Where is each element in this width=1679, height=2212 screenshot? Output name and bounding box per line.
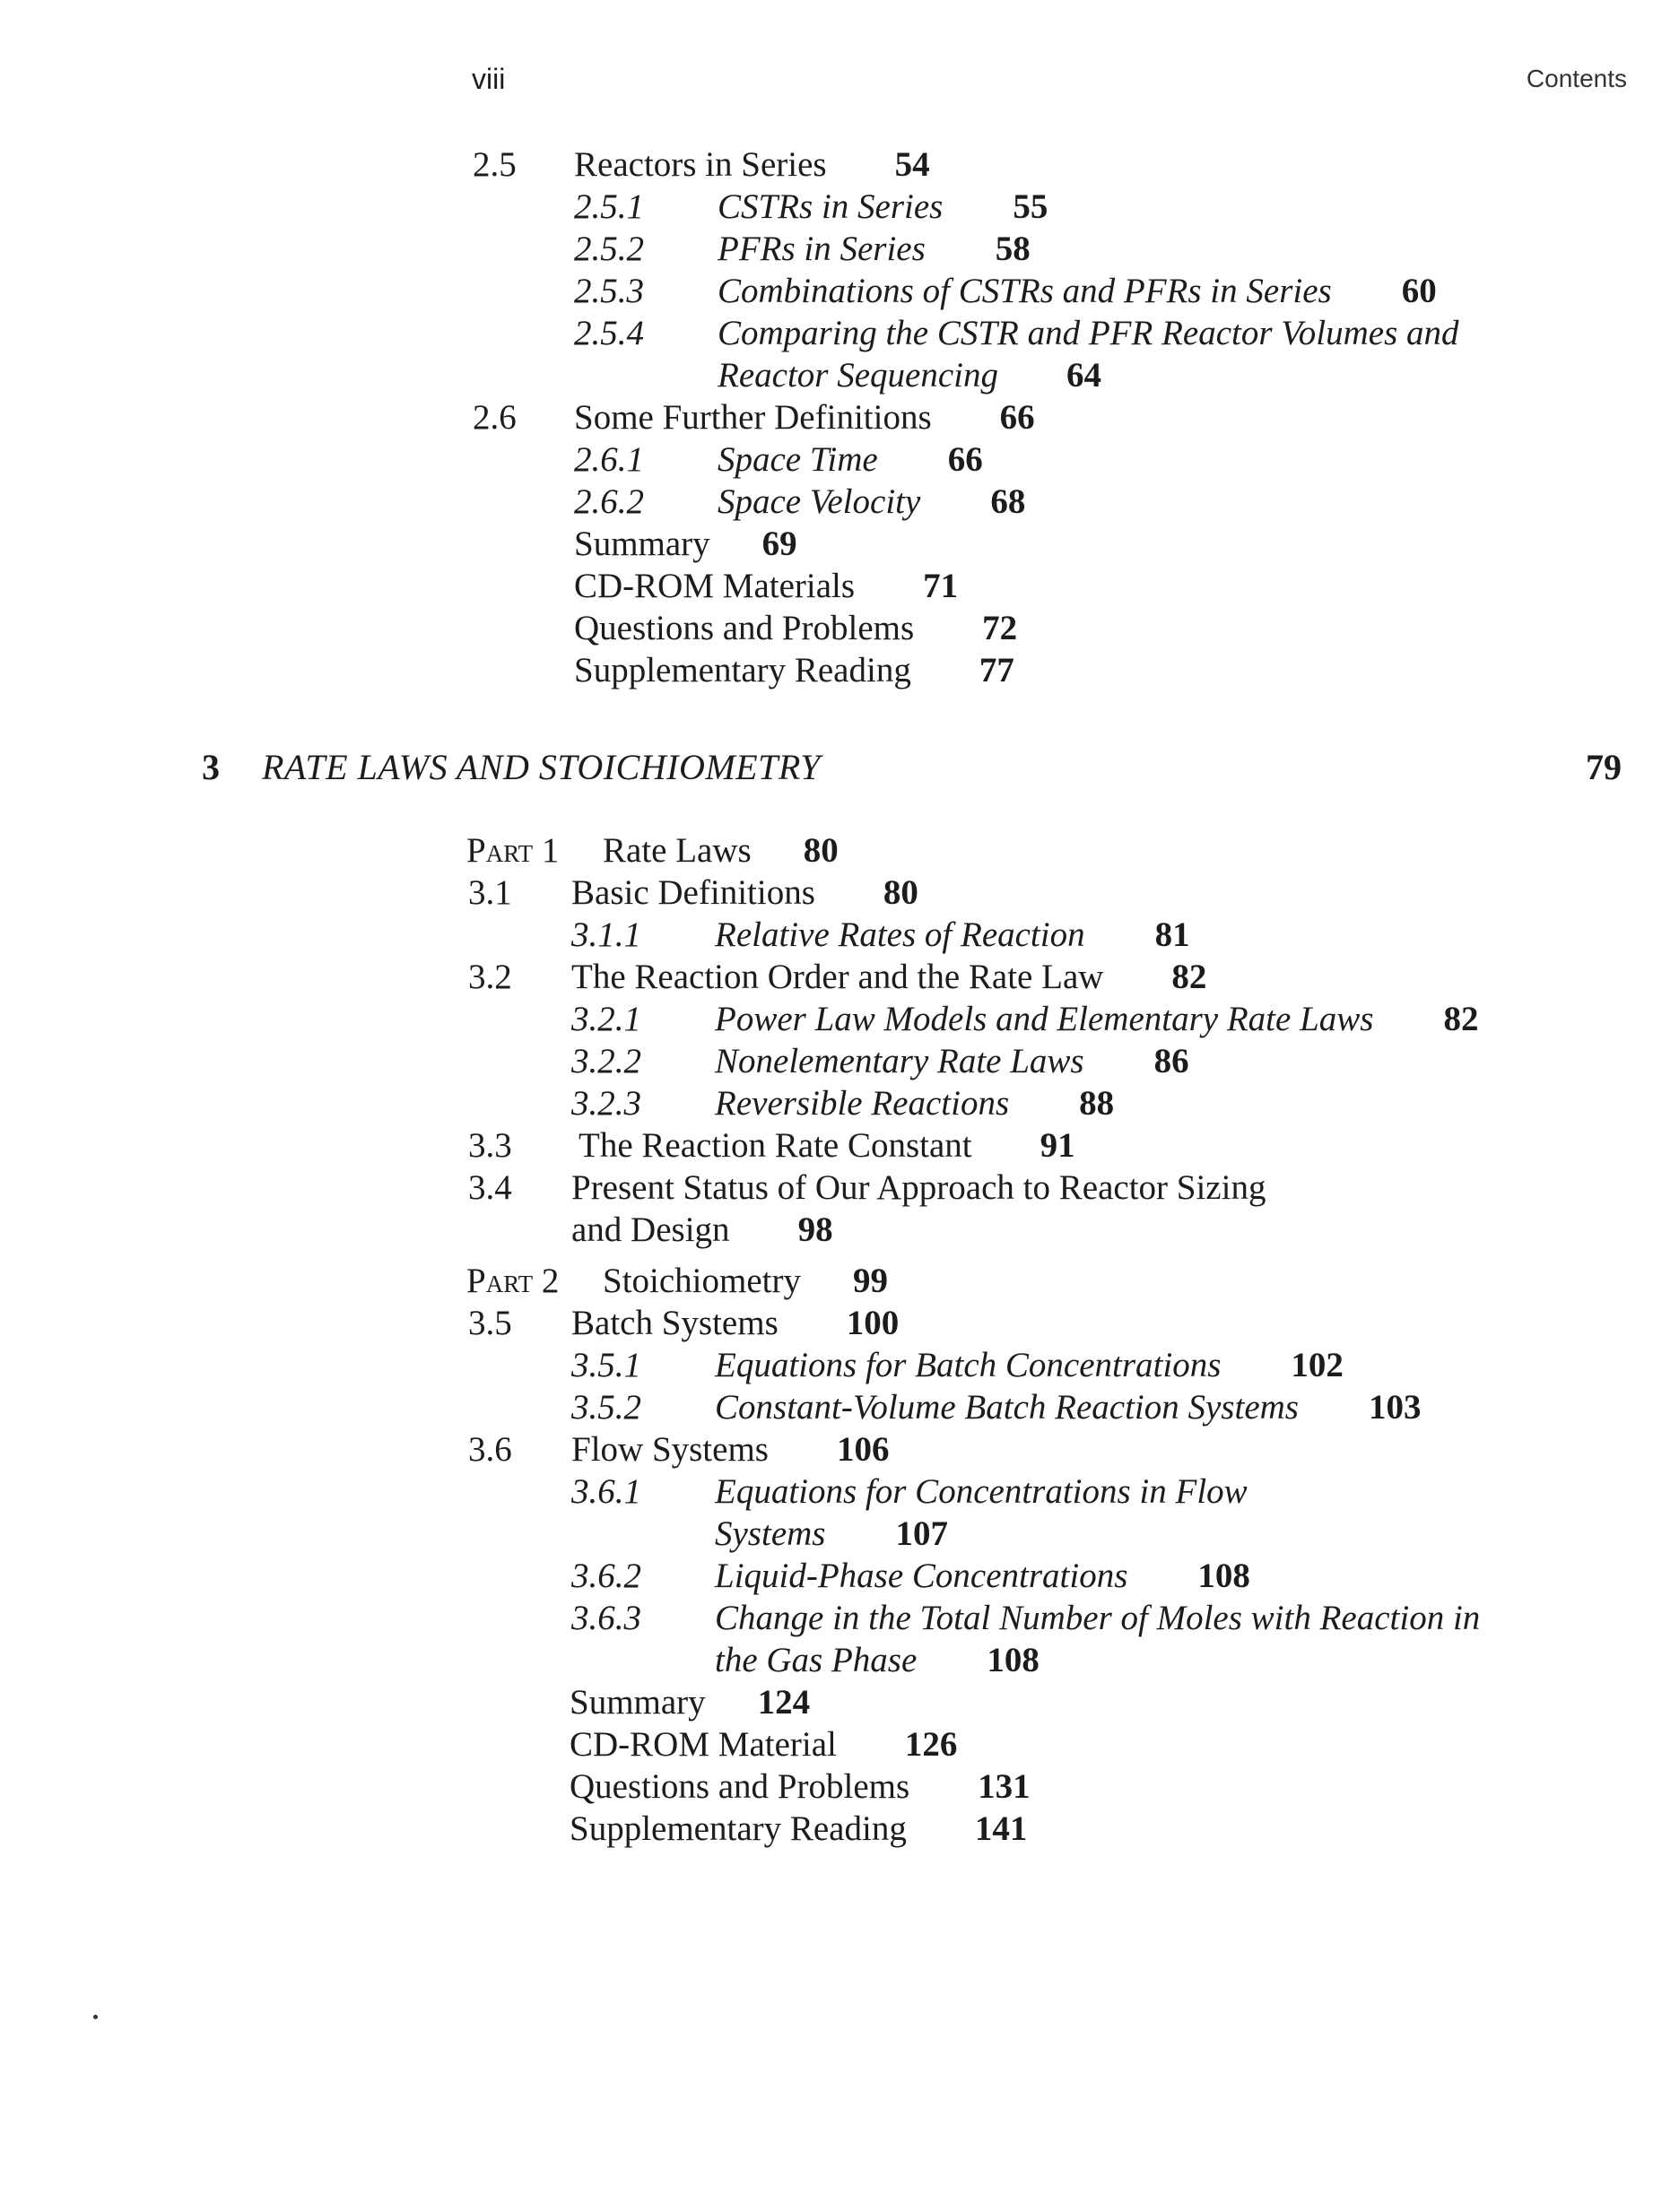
toc-entry-2-6-1[interactable] <box>574 438 644 481</box>
entry-page: 100 <box>846 1304 900 1342</box>
toc-entry-2-5-4-cont[interactable] <box>718 354 1101 396</box>
toc-entry-2-5-2-title[interactable] <box>718 228 1031 270</box>
section-number: 3.5.2 <box>571 1388 641 1427</box>
toc-part-2-title[interactable] <box>603 1260 888 1302</box>
entry-title: Summary <box>574 525 710 563</box>
entry-page: 106 <box>836 1430 890 1469</box>
entry-page: 108 <box>987 1641 1040 1679</box>
toc-entry-2-5-2[interactable] <box>574 228 644 270</box>
toc-entry-3-1[interactable] <box>468 872 512 914</box>
section-number: 3.5 <box>468 1304 512 1342</box>
part-label: Part 2 <box>466 1262 560 1300</box>
entry-title: Supplementary Reading <box>574 651 911 690</box>
entry-title: Combinations of CSTRs and PFRs in Series <box>718 272 1332 310</box>
section-number: 3.6 <box>468 1430 512 1469</box>
entry-page: 55 <box>1013 187 1048 226</box>
section-number: 3.2.2 <box>571 1042 641 1080</box>
section-number: 2.6.2 <box>574 482 644 521</box>
toc-entry-3-1-title[interactable] <box>571 872 918 914</box>
section-number: 3.2 <box>468 958 512 996</box>
entry-page: 64 <box>1066 356 1101 395</box>
toc-entry-3-3[interactable] <box>468 1124 512 1167</box>
toc-entry-2-6-1-title[interactable] <box>718 438 983 481</box>
toc-entry-summary-ch3[interactable] <box>570 1681 810 1723</box>
entry-page: 58 <box>995 230 1031 268</box>
entry-page: 141 <box>974 1809 1028 1848</box>
toc-part-1-title[interactable] <box>603 829 839 872</box>
entry-title: Present Status of Our Approach to Reactor Sizing <box>571 1168 1266 1207</box>
section-number: 3.2.3 <box>571 1084 641 1123</box>
toc-entry-2-5-4[interactable] <box>574 312 644 354</box>
section-number: 2.5 <box>473 145 517 184</box>
toc-entry-reading-ch3[interactable] <box>570 1808 1027 1850</box>
entry-title: CSTRs in Series <box>718 187 944 226</box>
part-label: Part 1 <box>466 831 560 870</box>
toc-entry-3-4-cont[interactable] <box>571 1209 833 1251</box>
entry-title: Reversible Reactions <box>715 1084 1010 1123</box>
toc-entry-questions-ch2[interactable] <box>574 607 1017 649</box>
entry-title: Liquid-Phase Concentrations <box>715 1557 1128 1595</box>
toc-entry-3-6-2[interactable] <box>571 1555 641 1597</box>
entry-title: Reactors in Series <box>574 145 827 184</box>
toc-entry-3-6[interactable] <box>468 1428 512 1470</box>
toc-entry-3-6-1[interactable] <box>571 1470 641 1513</box>
entry-page: 126 <box>904 1725 958 1764</box>
toc-entry-3-3-title[interactable] <box>579 1124 1075 1167</box>
section-number: 2.5.2 <box>574 230 644 268</box>
entry-page: 60 <box>1401 272 1437 310</box>
toc-part-1[interactable] <box>466 829 559 872</box>
toc-entry-reading-ch2[interactable] <box>574 649 1014 691</box>
entry-page: 99 <box>852 1262 888 1300</box>
toc-entry-2-5-4-title[interactable] <box>718 312 1459 354</box>
entry-title: Some Further Definitions <box>574 398 932 437</box>
entry-title: Comparing the CSTR and PFR Reactor Volumes and <box>718 314 1459 352</box>
entry-title: Change in the Total Number of Moles with Reaction in <box>715 1599 1481 1637</box>
section-number: 3.3 <box>468 1126 512 1165</box>
section-number: 2.5.1 <box>574 187 644 226</box>
entry-title: Space Time <box>718 440 878 479</box>
toc-entry-3-6-3[interactable] <box>571 1597 641 1639</box>
entry-page: 82 <box>1171 958 1207 996</box>
page-number: viii <box>472 63 506 95</box>
entry-title: Relative Rates of Reaction <box>715 915 1085 954</box>
entry-title: Rate Laws <box>603 831 752 870</box>
entry-page: 88 <box>1079 1084 1115 1123</box>
entry-title: Constant-Volume Batch Reaction Systems <box>715 1388 1299 1427</box>
entry-title: Summary <box>570 1683 706 1722</box>
toc-entry-3-6-3-title[interactable] <box>715 1597 1480 1639</box>
toc-entry-cdrom-ch3[interactable] <box>570 1723 957 1765</box>
entry-title: Questions and Problems <box>570 1767 910 1806</box>
entry-title: and Design <box>571 1210 730 1249</box>
section-number: 2.5.3 <box>574 272 644 310</box>
entry-title: the Gas Phase <box>715 1641 918 1679</box>
entry-title: Reactor Sequencing <box>718 356 998 395</box>
toc-part-2[interactable] <box>466 1260 559 1302</box>
entry-title: The Reaction Order and the Rate Law <box>571 958 1104 996</box>
section-number: 2.6 <box>473 398 517 437</box>
entry-page: 71 <box>923 567 959 605</box>
toc-entry-2-5-3[interactable] <box>574 270 644 312</box>
section-number: 3.5.1 <box>571 1346 641 1384</box>
toc-entry-questions-ch3[interactable] <box>570 1765 1031 1808</box>
entry-page: 69 <box>761 525 797 563</box>
running-header: Contents <box>1526 65 1627 92</box>
toc-entry-3-6-3-cont[interactable] <box>715 1639 1040 1681</box>
entry-page: 80 <box>803 831 839 870</box>
toc-entry-2-5-1-title[interactable] <box>718 186 1048 228</box>
toc-entry-2-6[interactable] <box>473 396 517 438</box>
toc-entry-3-5[interactable] <box>468 1302 512 1344</box>
entry-page: 103 <box>1368 1388 1422 1427</box>
toc-entry-2-6-2[interactable] <box>574 481 644 523</box>
section-number: 3.1 <box>468 873 512 912</box>
toc-entry-3-2-2[interactable] <box>571 1040 641 1082</box>
toc-entry-2-5[interactable] <box>473 143 517 186</box>
section-number: 3.4 <box>468 1168 512 1207</box>
toc-entry-3-4-title[interactable] <box>571 1167 1266 1209</box>
entry-page: 108 <box>1197 1557 1250 1595</box>
toc-entry-summary-ch2[interactable] <box>574 523 797 565</box>
section-number: 3.6.2 <box>571 1557 641 1595</box>
entry-title: PFRs in Series <box>718 230 926 268</box>
toc-entry-3-2-1[interactable] <box>571 998 641 1040</box>
entry-page: 72 <box>982 609 1018 647</box>
entry-title: Batch Systems <box>571 1304 779 1342</box>
entry-title: CD-ROM Materials <box>574 567 856 605</box>
toc-entry-3-6-2-title[interactable] <box>715 1555 1250 1597</box>
entry-page: 77 <box>979 651 1014 690</box>
chapter-number: 3 <box>202 747 220 787</box>
entry-page: 124 <box>757 1683 811 1722</box>
entry-page: 66 <box>947 440 983 479</box>
entry-page: 80 <box>883 873 918 912</box>
entry-page: 131 <box>978 1767 1031 1806</box>
entry-title: Supplementary Reading <box>570 1809 907 1848</box>
entry-page: 91 <box>1040 1126 1075 1165</box>
toc-entry-3-1-1-title[interactable] <box>715 914 1190 956</box>
section-number: 2.5.4 <box>574 314 644 352</box>
toc-entry-3-6-1-cont[interactable] <box>715 1513 948 1555</box>
entry-page: 107 <box>895 1514 948 1553</box>
entry-page: 82 <box>1443 1000 1479 1038</box>
scan-speck <box>93 2015 98 2019</box>
toc-entry-3-5-2[interactable] <box>571 1386 641 1428</box>
section-number: 3.6.3 <box>571 1599 641 1637</box>
toc-entry-3-2-1-title[interactable] <box>715 998 1478 1040</box>
entry-title: Equations for Batch Concentrations <box>715 1346 1222 1384</box>
entry-title: Equations for Concentrations in Flow <box>715 1472 1248 1511</box>
toc-entry-cdrom-ch2[interactable] <box>574 565 958 607</box>
entry-page: 66 <box>999 398 1035 437</box>
toc-entry-3-2[interactable] <box>468 956 512 998</box>
entry-title: CD-ROM Material <box>570 1725 837 1764</box>
entry-page: 86 <box>1153 1042 1189 1080</box>
section-number: 3.2.1 <box>571 1000 641 1038</box>
entry-page: 68 <box>990 482 1026 521</box>
section-number: 3.1.1 <box>571 915 641 954</box>
entry-page: 102 <box>1291 1346 1344 1384</box>
toc-entry-3-5-1[interactable] <box>571 1344 641 1386</box>
toc-entry-3-4[interactable] <box>468 1167 512 1209</box>
toc-entry-2-5-3-title[interactable] <box>718 270 1437 312</box>
entry-title: Space Velocity <box>718 482 921 521</box>
toc-entry-3-5-2-title[interactable] <box>715 1386 1421 1428</box>
entry-title: The Reaction Rate Constant <box>579 1126 972 1165</box>
toc-entry-3-2-3[interactable] <box>571 1082 641 1124</box>
chapter-title[interactable]: RATE LAWS AND STOICHIOMETRY <box>262 747 821 787</box>
toc-entry-3-2-2-title[interactable] <box>715 1040 1189 1082</box>
entry-title: Questions and Problems <box>574 609 915 647</box>
entry-title: Flow Systems <box>571 1430 769 1469</box>
entry-page: 54 <box>894 145 930 184</box>
toc-entry-3-5-1-title[interactable] <box>715 1344 1344 1386</box>
toc-entry-3-6-1-title[interactable] <box>715 1470 1248 1513</box>
entry-title: Power Law Models and Elementary Rate Laws <box>715 1000 1374 1038</box>
toc-entry-3-6-title[interactable] <box>571 1428 889 1470</box>
entry-title: Systems <box>715 1514 826 1553</box>
toc-entry-2-5-title[interactable] <box>574 143 930 186</box>
entry-title: Nonelementary Rate Laws <box>715 1042 1084 1080</box>
entry-page: 81 <box>1154 915 1190 954</box>
entry-title: Basic Definitions <box>571 873 815 912</box>
chapter-page: 79 <box>1586 747 1622 787</box>
toc-entry-2-5-1[interactable] <box>574 186 644 228</box>
toc-entry-3-1-1[interactable] <box>571 914 641 956</box>
toc-entry-3-5-title[interactable] <box>571 1302 899 1344</box>
entry-page: 98 <box>797 1210 833 1249</box>
toc-entry-2-6-2-title[interactable] <box>718 481 1025 523</box>
toc-entry-3-2-title[interactable] <box>571 956 1206 998</box>
toc-entry-2-6-title[interactable] <box>574 396 1035 438</box>
section-number: 3.6.1 <box>571 1472 641 1511</box>
toc-entry-3-2-3-title[interactable] <box>715 1082 1114 1124</box>
section-number: 2.6.1 <box>574 440 644 479</box>
entry-title: Stoichiometry <box>603 1262 801 1300</box>
